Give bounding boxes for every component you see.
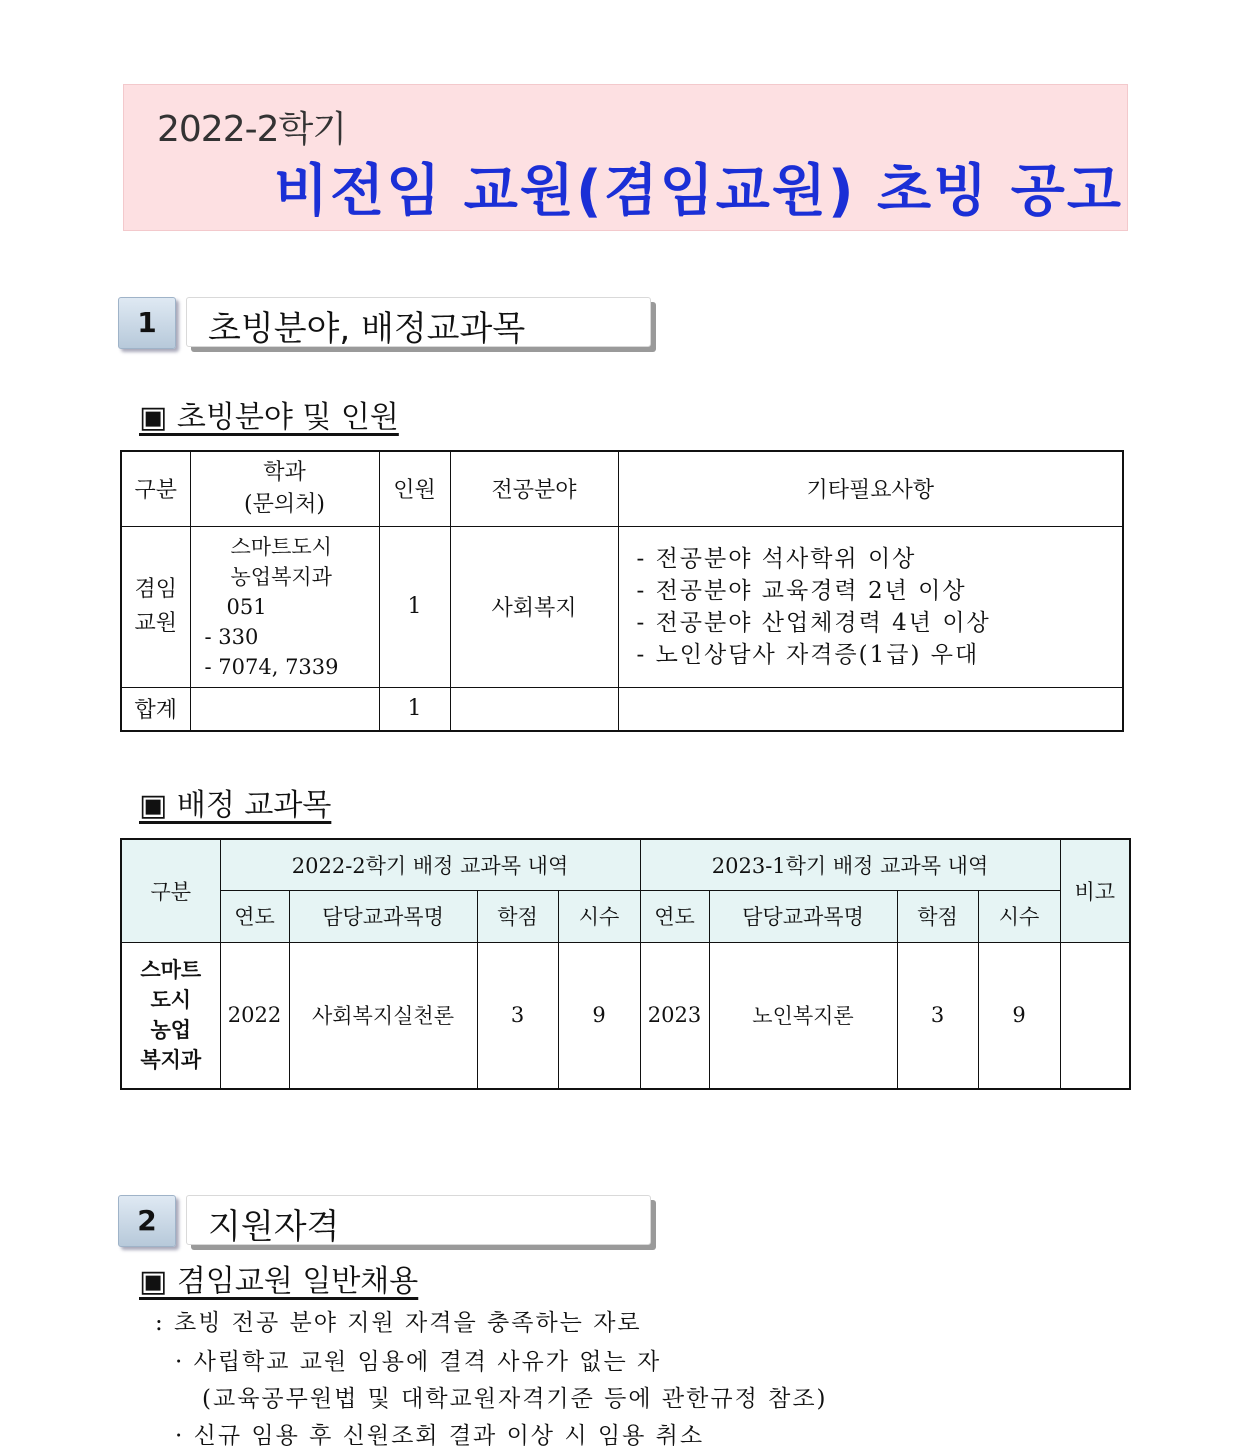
row-course-2022: 사회복지실천론: [289, 942, 477, 1089]
header-dept-text: 학과 (문의처): [244, 459, 325, 517]
row-category-text: 겸임 교원: [134, 576, 177, 636]
header-category: 구분: [121, 451, 190, 526]
row-requirements: [618, 526, 1123, 687]
row-category: [121, 526, 190, 687]
total-empty: [450, 687, 618, 731]
header-field: 전공분야: [450, 451, 618, 526]
title-banner: [123, 84, 1128, 231]
row-dept: [121, 942, 220, 1089]
subheading-courses: ▣ 배정 교과목: [139, 788, 332, 823]
section-header-1: [118, 297, 658, 355]
row-field: 사회복지: [450, 526, 618, 687]
header-etc: 기타필요사항: [618, 451, 1123, 526]
dept-line: 051: [226, 594, 267, 619]
table-row: [121, 942, 1130, 1089]
header-group-2023: 2023-1학기 배정 교과목 내역: [640, 839, 1060, 890]
header-credit: 학점: [897, 890, 978, 942]
row-credit-2023: 3: [897, 942, 978, 1089]
header-course: 담당교과목명: [709, 890, 897, 942]
header-group-2022: 2022-2학기 배정 교과목 내역: [220, 839, 640, 890]
dept-line: 스마트도시: [230, 534, 332, 559]
section-number: 2: [118, 1195, 176, 1247]
table-row: [121, 526, 1123, 687]
row-hours-2023: 9: [978, 942, 1060, 1089]
header-count: 인원: [379, 451, 450, 526]
total-empty: [618, 687, 1123, 731]
header-course: 담당교과목명: [289, 890, 477, 942]
row-dept: [190, 526, 379, 687]
header-remark: 비고: [1060, 839, 1130, 942]
dept-line: 농업복지과: [230, 564, 332, 589]
header-hours: 시수: [978, 890, 1060, 942]
row-count: 1: [379, 526, 450, 687]
row-year-2023: 2023: [640, 942, 709, 1089]
row-dept-text: 스마트 도시 농업 복지과: [140, 958, 202, 1073]
semester-label: 2022-2학기: [157, 109, 347, 150]
table-header-row: [121, 451, 1123, 526]
table-header-row: [121, 839, 1130, 890]
subheading-positions: ▣ 초빙분야 및 인원: [139, 400, 399, 435]
qualification-line: (교육공무원법 및 대학교원자격기준 등에 관한규정 참조): [202, 1386, 828, 1412]
total-empty: [190, 687, 379, 731]
page-title: 비전임 교원(겸임교원) 초빙 공고: [274, 159, 1123, 224]
section-header-2: [118, 1195, 658, 1253]
row-remark: [1060, 942, 1130, 1089]
header-dept: [190, 451, 379, 526]
qualification-line: · 신규 임용 후 신원조회 결과 이상 시 임용 취소: [175, 1423, 705, 1449]
total-count: 1: [379, 687, 450, 731]
row-year-2022: 2022: [220, 942, 289, 1089]
row-course-2023: 노인복지론: [709, 942, 897, 1089]
header-credit: 학점: [477, 890, 558, 942]
header-year: 연도: [220, 890, 289, 942]
positions-table: [120, 450, 1124, 732]
header-hours: 시수: [558, 890, 640, 942]
total-label: 합계: [121, 687, 190, 731]
requirement-item: - 노인상담사 자격증(1급) 우대: [636, 641, 980, 668]
dept-line: - 7074, 7339: [204, 654, 339, 679]
requirement-item: - 전공분야 교육경력 2년 이상: [636, 577, 967, 604]
header-year: 연도: [640, 890, 709, 942]
requirement-item: - 전공분야 산업체경력 4년 이상: [636, 609, 991, 636]
row-credit-2022: 3: [477, 942, 558, 1089]
section-title: 초빙분야, 배정교과목: [208, 309, 526, 349]
row-hours-2022: 9: [558, 942, 640, 1089]
section-title: 지원자격: [208, 1207, 340, 1247]
section-number: 1: [118, 297, 176, 349]
table-subheader-row: [121, 890, 1130, 942]
qualification-line: · 사립학교 교원 임용에 결격 사유가 없는 자: [175, 1349, 662, 1375]
header-category: 구분: [121, 839, 220, 942]
qualification-line: : 초빙 전공 분야 지원 자격을 충족하는 자로: [155, 1310, 642, 1336]
total-row: [121, 687, 1123, 731]
dept-line: - 330: [204, 624, 259, 649]
requirement-item: - 전공분야 석사학위 이상: [636, 545, 917, 572]
subheading-qualifications: ▣ 겸임교원 일반채용: [139, 1264, 419, 1299]
courses-table: [120, 838, 1131, 1090]
